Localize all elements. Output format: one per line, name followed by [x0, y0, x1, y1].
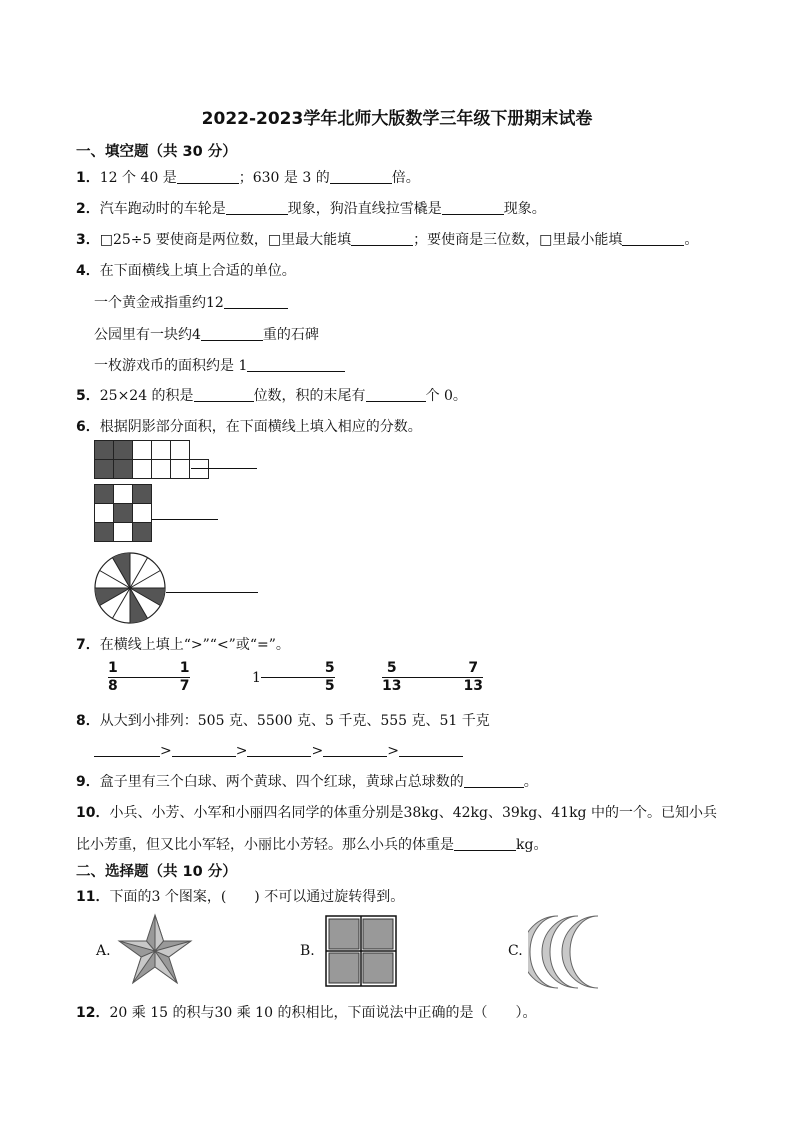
question-text: 在下面横线上填上合适的单位。 — [99, 263, 296, 279]
question-1 — [76, 167, 420, 187]
option-a-label[interactable]: A. — [96, 943, 111, 959]
question-text: 一枚游戏币的面积约是 1 — [94, 358, 248, 374]
answer-blank[interactable] — [224, 294, 288, 309]
fraction: $\frac{1}{8}$ — [108, 660, 118, 694]
answer-blank[interactable] — [330, 169, 392, 184]
question-4-line-3 — [94, 355, 345, 375]
question-number: 5． — [76, 388, 100, 404]
answer-blank[interactable] — [622, 231, 684, 246]
shaded-bar-figure — [94, 440, 264, 482]
question-text: 小兵、小芳、小军和小丽四名同学的体重分别是38kg、42kg、39kg、41kg 中的一个。已知小兵 — [109, 805, 717, 821]
question-4-line-2 — [94, 324, 319, 344]
question-number: 2． — [76, 201, 100, 217]
question-text: kg。 — [516, 837, 548, 853]
question-text: 。 — [523, 774, 538, 790]
question-text: ；要使商是三位数，□里最小能填 — [413, 232, 623, 248]
question-9 — [76, 771, 538, 791]
question-text: 比小芳重，但又比小军轻，小丽比小芳轻。那么小兵的体重是 — [76, 837, 454, 853]
question-number: 4． — [76, 263, 100, 279]
question-8-order-line — [94, 742, 463, 759]
whole-number: 1 — [252, 669, 261, 686]
question-7 — [76, 634, 290, 654]
answer-blank[interactable] — [201, 326, 263, 341]
question-text: 现象。 — [503, 201, 546, 217]
question-number: 9． — [76, 774, 100, 790]
answer-blank[interactable] — [323, 742, 387, 757]
question-text: 倍。 — [391, 170, 420, 186]
question-text: 。 — [684, 232, 699, 248]
question-number: 11． — [76, 889, 110, 905]
greater-than-sign: > — [311, 743, 324, 759]
four-squares-figure — [325, 915, 397, 987]
question-text: ；630 是 3 的 — [238, 170, 330, 186]
fraction: $\frac{5}{5}$ — [324, 660, 335, 694]
answer-blank[interactable] — [226, 200, 288, 215]
question-4 — [76, 260, 296, 280]
option-c-label[interactable]: C. — [508, 943, 523, 959]
answer-blank[interactable] — [366, 387, 426, 402]
shaded-checker-figure — [94, 484, 224, 544]
star-figure — [117, 913, 193, 987]
answer-blank[interactable] — [94, 742, 160, 757]
question-text: 25×24 的积是 — [99, 388, 194, 404]
shaded-circle-figure — [94, 550, 264, 630]
answer-blank[interactable] — [442, 200, 504, 215]
question-5 — [76, 385, 467, 405]
question-text: 在横线上填上“>”“<”或“=”。 — [99, 637, 290, 653]
compare-pair-3 — [382, 660, 483, 695]
question-number: 1． — [76, 170, 100, 186]
answer-blank[interactable] — [399, 742, 463, 757]
greater-than-sign: > — [387, 743, 399, 759]
question-2 — [76, 198, 546, 218]
question-text: 从大到小排列：505 克、5500 克、5 千克、555 克、51 千克 — [99, 713, 490, 729]
fraction: $\frac{7}{13}$ — [463, 660, 483, 694]
answer-blank[interactable] — [177, 169, 239, 184]
section-choice-heading: 二、选择题（共 10 分） — [76, 864, 237, 880]
question-text: 汽车跑动时的车轮是 — [99, 201, 226, 217]
compare-blank[interactable] — [261, 677, 325, 678]
greater-than-sign: > — [235, 743, 248, 759]
question-text: 个 0。 — [425, 388, 467, 404]
compare-pair-1 — [108, 660, 190, 695]
crescents-figure — [528, 912, 612, 992]
question-3 — [76, 229, 698, 249]
compare-blank[interactable] — [401, 677, 463, 678]
question-text: 现象，狗沿直线拉雪橇是 — [287, 201, 442, 217]
question-text: 20 乘 15 的积与30 乘 10 的积相比，下面说法中正确的是（ ）。 — [109, 1005, 537, 1021]
question-10-line-2 — [76, 834, 547, 854]
question-text: 下面的3 个图案，( ) 不可以通过旋转得到。 — [109, 889, 405, 905]
question-number: 7． — [76, 637, 100, 653]
option-b-label[interactable]: B. — [300, 943, 315, 959]
question-text: 位数，积的末尾有 — [253, 388, 366, 404]
section-fill-blank-heading: 一、填空题（共 30 分） — [76, 144, 237, 160]
question-number: 8． — [76, 713, 100, 729]
question-11 — [76, 886, 404, 906]
question-text: □25÷5 要使商是两位数，□里最大能填 — [99, 232, 352, 248]
question-4-line-1 — [94, 292, 288, 312]
question-text: 盒子里有三个白球、两个黄球、四个红球，黄球占总球数的 — [99, 774, 464, 790]
question-12 — [76, 1002, 536, 1022]
question-text: 重的石碑 — [262, 327, 319, 343]
answer-blank[interactable] — [247, 742, 311, 757]
question-text: 根据阴影部分面积，在下面横线上填入相应的分数。 — [99, 419, 422, 435]
fraction: $\frac{1}{7}$ — [179, 660, 190, 694]
question-number: 3． — [76, 232, 100, 248]
answer-blank[interactable] — [351, 231, 413, 246]
question-text: 公园里有一块约4 — [94, 327, 201, 343]
answer-blank[interactable] — [194, 387, 254, 402]
compare-blank[interactable] — [118, 677, 180, 678]
compare-pair-2 — [252, 660, 335, 695]
question-10-line-1 — [76, 802, 717, 822]
question-number: 10． — [76, 805, 110, 821]
question-number: 6． — [76, 419, 100, 435]
question-8 — [76, 710, 490, 730]
answer-blank[interactable] — [247, 357, 345, 372]
question-text: 一个黄金戒指重约12 — [94, 295, 224, 311]
question-text: 12 个 40 是 — [99, 170, 177, 186]
fraction: $\frac{5}{13}$ — [382, 660, 402, 694]
answer-blank[interactable] — [464, 773, 524, 788]
page-title: 2022-2023学年北师大版数学三年级下册期末试卷 — [201, 109, 593, 129]
answer-blank[interactable] — [172, 742, 236, 757]
greater-than-sign: > — [160, 743, 172, 759]
question-number: 12． — [76, 1005, 110, 1021]
answer-blank[interactable] — [454, 836, 516, 851]
question-6 — [76, 416, 422, 436]
